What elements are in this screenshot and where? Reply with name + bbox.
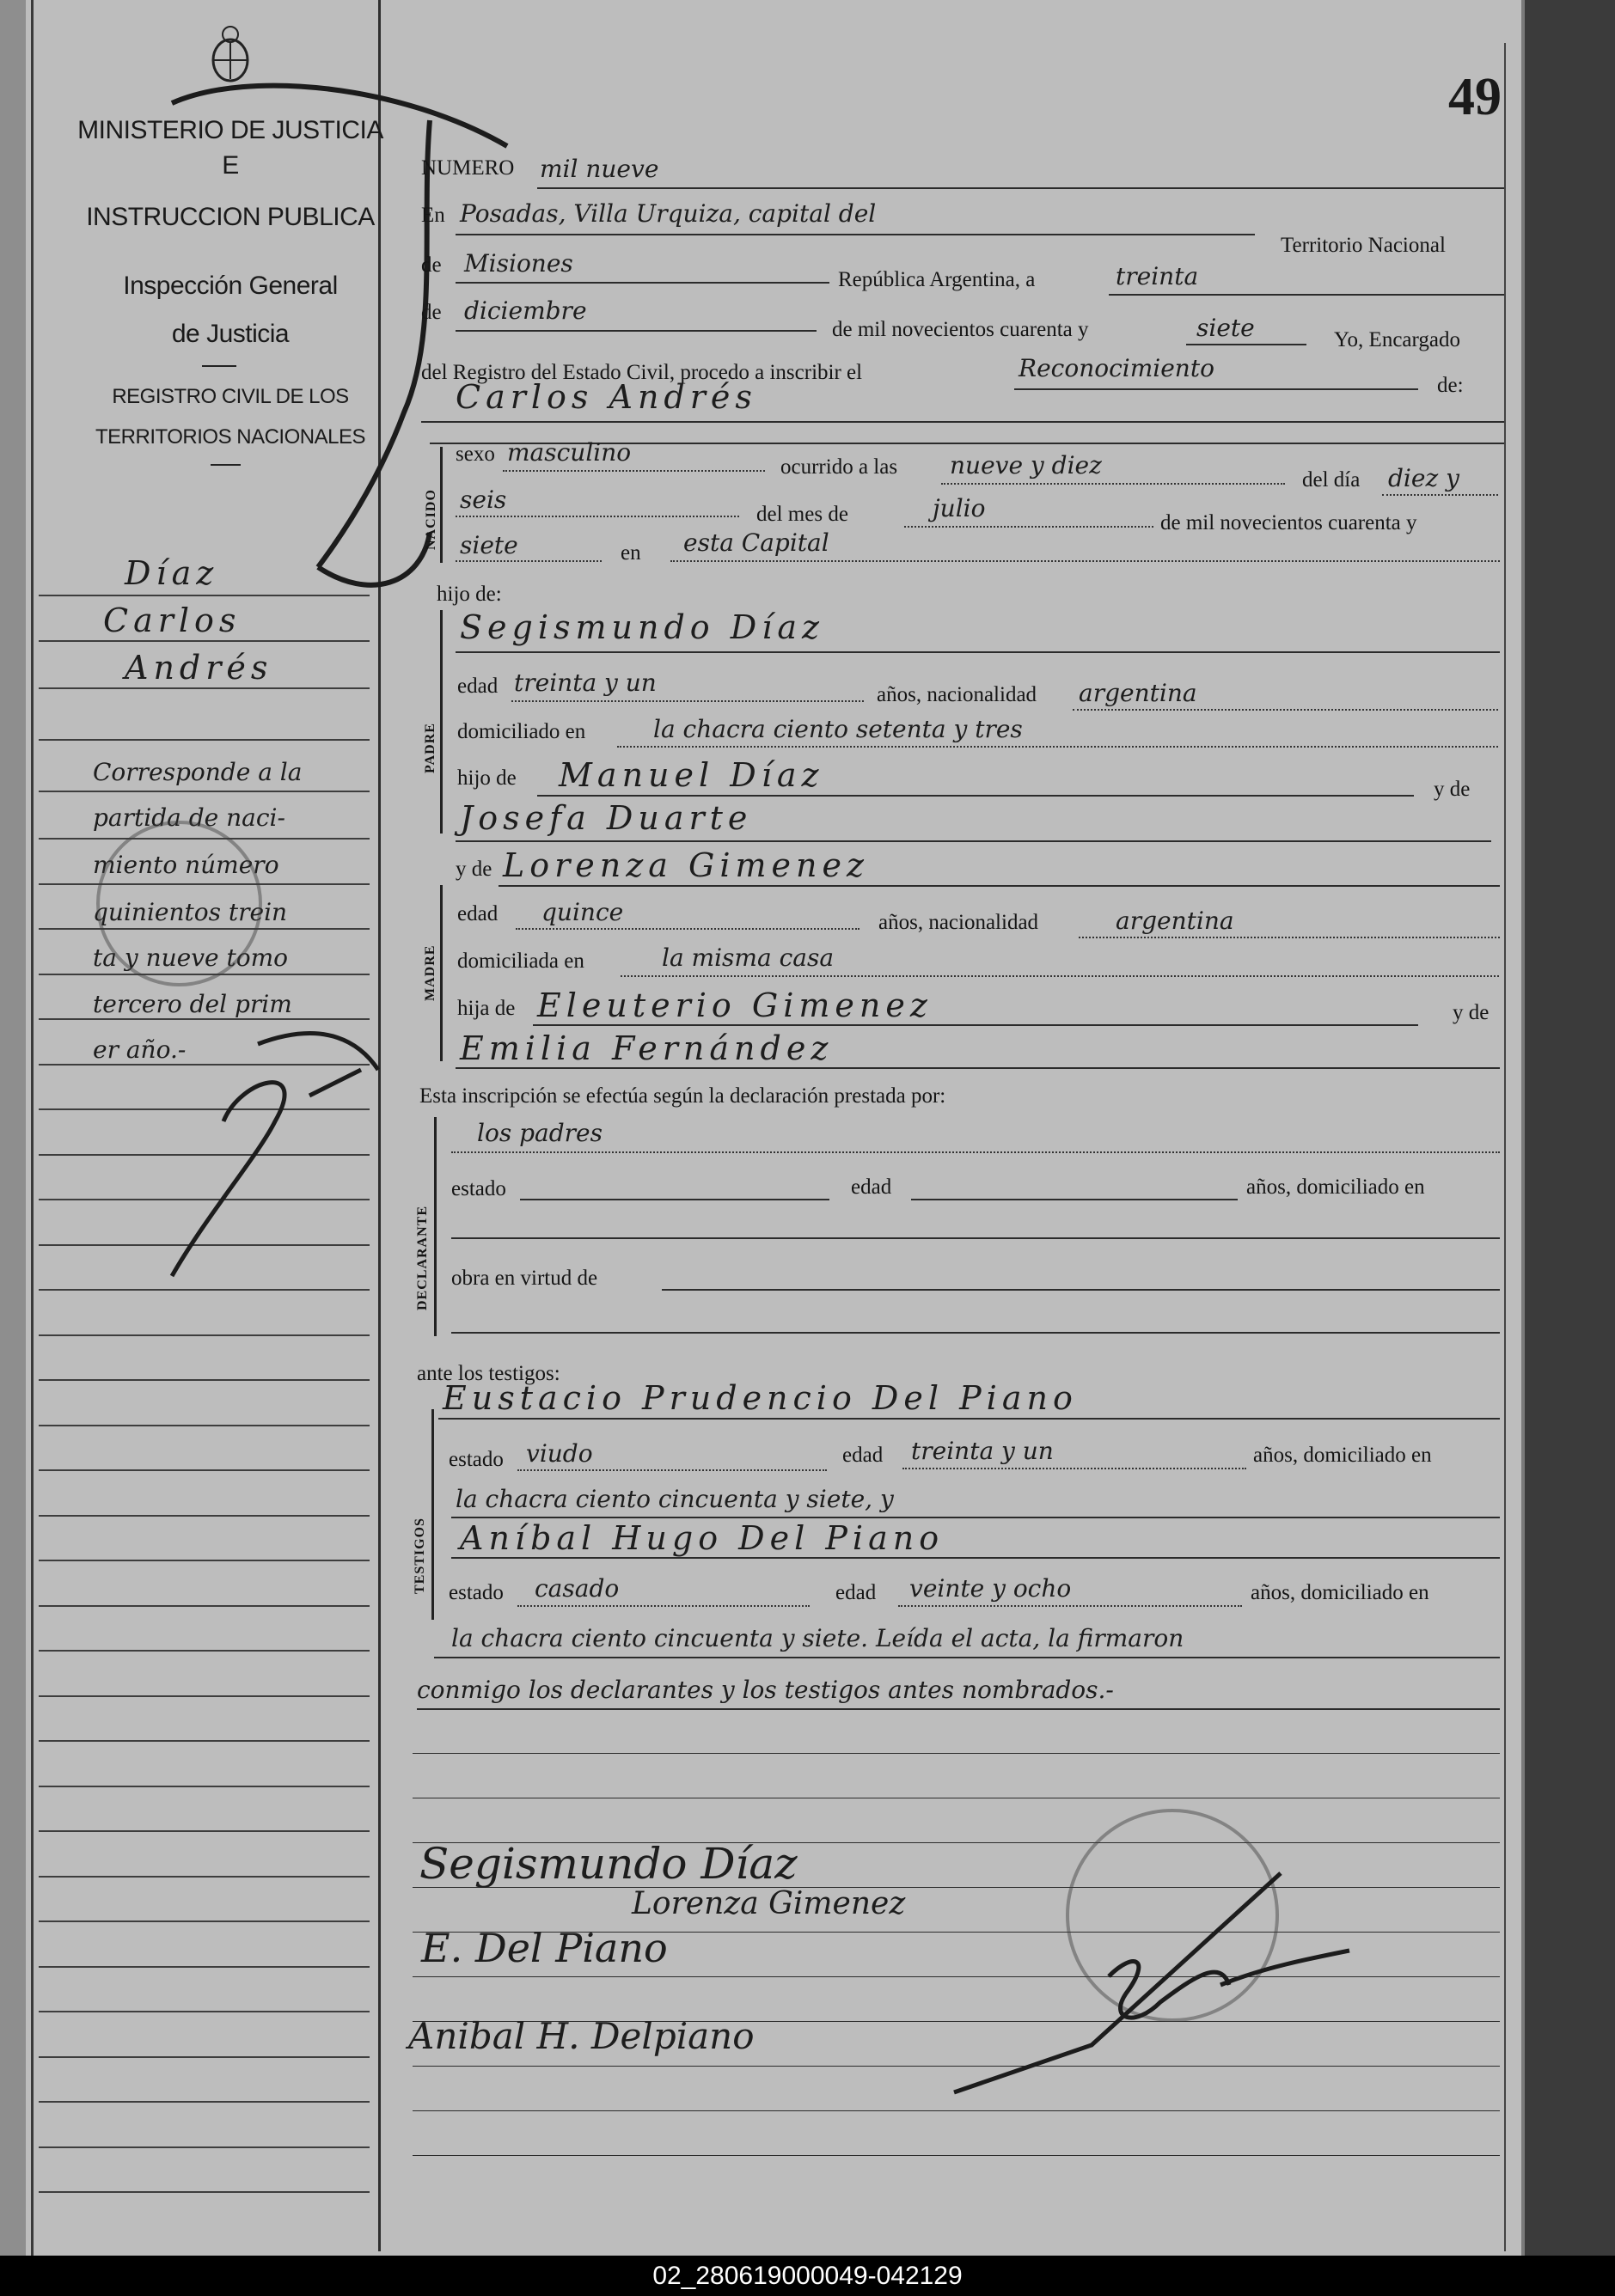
republica-label: República Argentina, a	[838, 268, 1036, 291]
margin-given-name-2: Andrés	[125, 649, 273, 687]
witness2-estado-label: estado	[449, 1581, 504, 1604]
month-value: diciembre	[464, 296, 587, 325]
signature-father: Segismundo Díaz	[419, 1839, 798, 1889]
de-line	[456, 282, 829, 284]
declarante-address-line	[451, 1237, 1500, 1239]
declarante-estado-line	[520, 1199, 829, 1200]
form-right-border	[1504, 43, 1506, 2251]
page-number: 49	[1448, 68, 1502, 126]
witness2-estado: casado	[535, 1574, 620, 1603]
declaracion-label: Esta inscripción se efectúa según la declaración prestada por:	[419, 1084, 946, 1108]
padre-brace	[440, 610, 443, 834]
day-value: treinta	[1116, 262, 1199, 290]
de3-label: de:	[1437, 374, 1464, 397]
month-line	[456, 330, 817, 332]
witness1-anos-label: años, domiciliado en	[1253, 1444, 1432, 1467]
sexo-value: masculino	[507, 438, 632, 467]
ministry-line-1: MINISTERIO DE JUSTICIA	[77, 116, 383, 144]
witness1-estado-line	[517, 1469, 827, 1471]
inspection-line-2: de Justicia	[171, 320, 290, 348]
witness1-name-line	[438, 1418, 1500, 1420]
act-type-line	[1014, 388, 1418, 390]
declarante-value: los padres	[477, 1119, 603, 1147]
birth-year-label: de mil novecientos cuarenta y	[1160, 511, 1417, 534]
mother-mother: Emilia Fernández	[460, 1029, 834, 1067]
madre-label: MADRE	[423, 944, 437, 1001]
margin-note-line-3: miento número	[93, 851, 279, 879]
mother-address: la misma casa	[662, 943, 835, 972]
father-name-line	[456, 651, 1500, 653]
year-value: siete	[1196, 314, 1255, 342]
margin-note-line-5: ta y nueve tomo	[93, 943, 289, 972]
registrar-signature	[937, 1856, 1358, 2105]
madre-brace	[440, 885, 443, 1061]
de2-label: de	[421, 301, 442, 324]
ruled-line	[413, 2155, 1500, 2156]
witness1-age: treinta y un	[911, 1437, 1054, 1465]
ministry-line-3: INSTRUCCION PUBLICA	[86, 203, 375, 231]
y-de2-label: y de	[456, 858, 492, 881]
del-dia-label: del día	[1302, 468, 1361, 492]
mother-age: quince	[541, 898, 624, 926]
birth-year-line	[456, 560, 602, 562]
signature-witness-2: Anibal H. Delpiano	[408, 2015, 755, 2057]
father-age: treinta y un	[514, 669, 657, 697]
nacido-label: NACIDO	[424, 489, 438, 550]
sexo-line	[503, 470, 765, 472]
padre-anos-label: años, nacionalidad	[877, 683, 1037, 706]
obra-line	[662, 1289, 1500, 1291]
witness2-name-line	[451, 1557, 1500, 1559]
mother-address-line	[621, 975, 1499, 977]
numero-line	[537, 187, 1504, 189]
ministry-line-2: E	[222, 151, 239, 180]
father-name: Segismundo Díaz	[460, 608, 825, 646]
margin-surname: Díaz	[125, 554, 219, 592]
ocurrido-label: ocurrido a las	[780, 455, 898, 479]
father-address: la chacra ciento setenta y tres	[653, 715, 1023, 743]
margin-signature-stroke	[146, 52, 541, 601]
margin-note-line-6: tercero del prim	[93, 990, 292, 1018]
birth-day-value: diez y	[1388, 464, 1459, 492]
del-mes-label: del mes de	[756, 503, 848, 526]
mother-name-line	[499, 885, 1500, 887]
witness2-name: Aníbal Hugo Del Piano	[460, 1519, 945, 1557]
margin-note-line-4: quinientos trein	[93, 898, 288, 926]
ante-label: ante los testigos:	[417, 1362, 560, 1385]
child-name: Carlos Andrés	[456, 378, 757, 416]
en-label: En	[421, 204, 445, 227]
de-label: de	[421, 253, 442, 277]
margin-given-name-1: Carlos	[103, 601, 242, 639]
witness2-anos-label: años, domiciliado en	[1251, 1581, 1429, 1604]
declarante-edad-line	[911, 1199, 1238, 1200]
signature-mother: Lorenza Gimenez	[632, 1886, 906, 1921]
declarante-line	[451, 1151, 1500, 1153]
hija-de-label: hija de	[457, 997, 516, 1020]
registry-line-1: REGISTRO CIVIL DE LOS	[112, 385, 349, 408]
mother-nationality: argentina	[1116, 907, 1234, 935]
closing-line-1: la chacra ciento cincuenta y siete. Leída el acta, la firmaron	[451, 1624, 1184, 1652]
margin-registry-stamp	[96, 821, 262, 986]
year-label: de mil novecientos cuarenta y	[832, 318, 1089, 341]
birth-month-line	[904, 526, 1153, 528]
inspection-line-1: Inspección General	[123, 272, 338, 300]
testigos-label: TESTIGOS	[413, 1517, 427, 1594]
witness2-edad-label: edad	[835, 1581, 877, 1604]
ruled-line	[413, 1753, 1500, 1754]
mother-name: Lorenza Gimenez	[503, 846, 870, 884]
declarante-estado-label: estado	[451, 1177, 506, 1200]
witness1-address: la chacra ciento cincuenta y siete, y	[456, 1485, 894, 1513]
birth-day-value-2: seis	[460, 485, 507, 514]
father-address-line	[617, 746, 1498, 748]
left-page-edge	[31, 0, 34, 2256]
birth-day-line	[1382, 494, 1498, 496]
day-line	[1109, 294, 1504, 296]
obra-label: obra en virtud de	[451, 1267, 598, 1290]
birth-place-line	[670, 560, 1500, 562]
registro-label: del Registro del Estado Civil, procedo a inscribir el	[421, 361, 863, 384]
domiciliado-label: domiciliado en	[457, 720, 586, 743]
witness1-name: Eustacio Prudencio Del Piano	[443, 1379, 1078, 1417]
page-left-shadow	[0, 0, 26, 2256]
witness2-estado-line	[517, 1605, 810, 1607]
witness1-estado-label: estado	[449, 1448, 504, 1471]
father-mother-line	[456, 840, 1491, 842]
file-code-footer: 02_280619000049-042129	[0, 2256, 1615, 2296]
hour-line	[941, 483, 1285, 485]
hour-value: nueve y diez	[950, 451, 1102, 479]
y-de-label: y de	[1434, 778, 1471, 801]
margin-note-line-1: Corresponde a la	[93, 758, 303, 786]
witness1-address-line	[451, 1517, 1500, 1518]
margin-note-line-7: er año.-	[93, 1035, 187, 1064]
mother-mother-line	[456, 1067, 1500, 1069]
witness1-edad-label: edad	[842, 1444, 884, 1467]
witness1-age-line	[902, 1468, 1246, 1469]
closing-line-1-rule	[434, 1657, 1500, 1658]
numero-label: NUMERO	[421, 156, 515, 180]
obra-line-2	[451, 1332, 1500, 1334]
margin-note-line-2: partida de naci-	[93, 803, 285, 832]
father-mother: Josefa Duarte	[460, 799, 753, 837]
witness2-age: veinte y ocho	[909, 1574, 1072, 1603]
mother-nationality-line	[1079, 937, 1500, 938]
madre-edad-label: edad	[457, 902, 499, 925]
testigos-brace	[431, 1409, 434, 1620]
birth-day-2-line	[456, 516, 739, 517]
father-father: Manuel Díaz	[559, 756, 824, 794]
padre-label: PADRE	[423, 723, 437, 773]
domiciliada-label: domiciliada en	[457, 950, 584, 973]
en2-label: en	[621, 541, 641, 565]
madre-anos-label: años, nacionalidad	[878, 911, 1039, 934]
en-line	[456, 234, 1255, 235]
book-spine	[1525, 0, 1615, 2256]
birth-month-value: julio	[933, 494, 986, 522]
mother-age-line	[516, 928, 859, 930]
birth-year-value: siete	[460, 531, 518, 559]
nacido-brace	[440, 447, 443, 563]
child-name-line	[421, 421, 1504, 423]
encargado-label: Yo, Encargado	[1334, 328, 1460, 351]
act-type-value: Reconocimiento	[1019, 354, 1214, 382]
closing-line-2: conmigo los declarantes y los testigos antes nombrados.-	[417, 1676, 1114, 1704]
declarante-brace	[434, 1117, 437, 1336]
declarante-label: DECLARANTE	[415, 1205, 430, 1310]
registry-line-2: TERRITORIOS NACIONALES	[95, 425, 365, 449]
signature-witness-1: E. Del Piano	[421, 1925, 668, 1971]
padre-edad-label: edad	[457, 675, 499, 698]
year-line	[1186, 344, 1306, 345]
birth-place-value: esta Capital	[683, 528, 829, 557]
de-value: Misiones	[464, 249, 573, 278]
sexo-label: sexo	[456, 443, 495, 466]
father-father-line	[537, 795, 1414, 797]
ruled-line	[413, 2110, 1500, 2111]
declarante-anos-label: años, domiciliado en	[1246, 1175, 1425, 1199]
y-de3-label: y de	[1453, 1001, 1490, 1024]
territorio-label: Territorio Nacional	[1281, 234, 1446, 257]
numero-value: mil nueve	[540, 155, 659, 183]
witness2-age-line	[898, 1605, 1242, 1607]
hijo-label: hijo de:	[437, 583, 502, 606]
father-age-line	[511, 700, 864, 702]
hijo-de-label: hijo de	[457, 766, 517, 790]
father-nationality-line	[1073, 709, 1498, 711]
mother-father: Eleuterio Gimenez	[537, 986, 933, 1024]
margin-notary-signature	[155, 1018, 395, 1302]
declarante-edad-label: edad	[851, 1175, 892, 1199]
witness1-estado: viudo	[526, 1439, 593, 1468]
closing-line-2-rule	[417, 1708, 1500, 1710]
mother-father-line	[533, 1024, 1418, 1026]
en-value: Posadas, Villa Urquiza, capital del	[460, 199, 877, 228]
father-nationality: argentina	[1079, 679, 1197, 707]
